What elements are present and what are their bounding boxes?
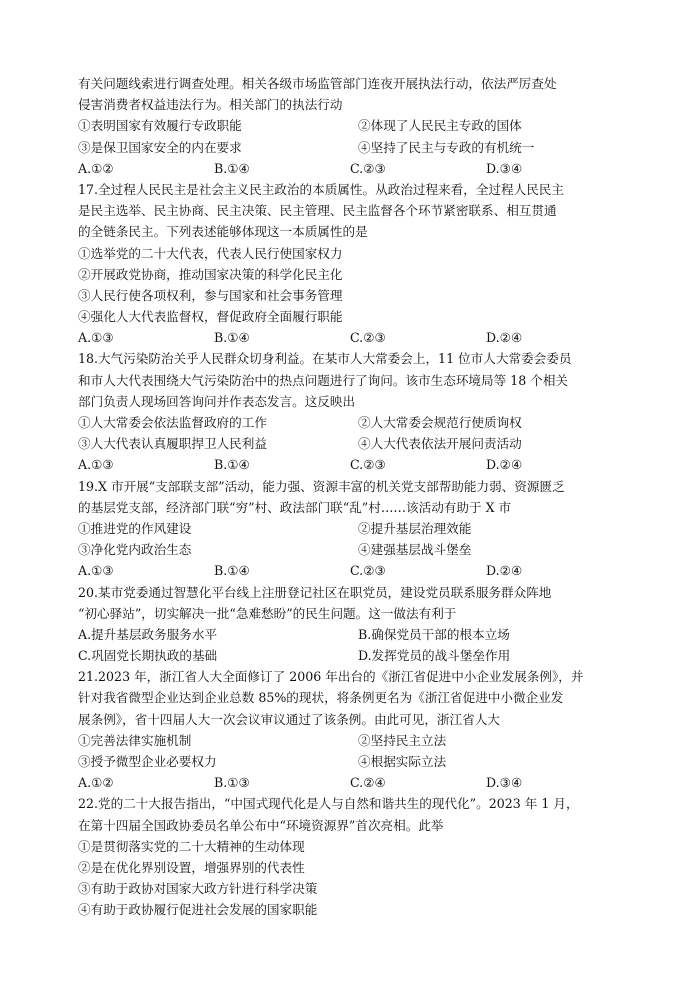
answer-c: C.②④ [350, 775, 386, 791]
option-1: ①推进党的作风建设 [78, 520, 192, 536]
option-4: ④强化人大代表监督权，督促政府全面履行职能 [78, 309, 343, 325]
option-4: ④根据实际立法 [358, 754, 447, 769]
answer-b: B.①③ [214, 775, 250, 791]
answer-d: D.②④ [486, 457, 523, 473]
answer-b: B.①④ [214, 330, 250, 346]
option-1: ①选举党的二十大代表，代表人民行使国家权力 [78, 245, 343, 261]
option-4: ④坚持了民主与专政的有机统一 [358, 139, 535, 155]
option-3: ③有助于政协对国家大政方针进行科学决策 [78, 881, 318, 897]
answer-a: A.①② [78, 775, 114, 791]
option-3: ③是保卫国家安全的内在要求 [78, 139, 242, 155]
option-a: A.提升基层政务服务水平 [78, 626, 218, 642]
option-2: ②是在优化界别设置，增强界别的代表性 [78, 859, 305, 875]
option-row [78, 115, 623, 136]
option-row [78, 751, 623, 772]
answer-c: C.②③ [350, 457, 386, 473]
question-stem-line: 部门负责人现场回答询问并作表态发言。这反映出 [78, 393, 356, 409]
question-stem-line: 展条例》，省十四届人大一次会议审议通过了该条例。由此可见，浙江省人大 [78, 711, 500, 727]
option-row [78, 412, 623, 433]
answer-b: B.①④ [214, 457, 250, 473]
question-21 [78, 666, 623, 793]
answer-a: A.①③ [78, 330, 114, 346]
answer-b: B.①④ [214, 563, 250, 579]
option-row [78, 433, 623, 454]
option-d: D.发挥党员的战斗堡垒作用 [358, 648, 511, 664]
option-3: ③人民行使各项权利，参与国家和社会事务管理 [78, 287, 343, 303]
question-stem-line: 在第十四届全国政协委员名单公布中“环境资源界”首次亮相。此举 [78, 817, 444, 833]
answer-row [78, 454, 623, 475]
option-4: ④有助于政协履行促进社会发展的国家职能 [78, 902, 318, 918]
option-row [78, 624, 623, 645]
answer-row [78, 158, 623, 179]
question-stem-line: 的全链条民主。下列表述能够体现这一本质属性的是 [78, 224, 368, 240]
question-stem-line: 21.2023 年，浙江省人大全面修订了 2006 年出台的《浙江省促进中小企业发展条例》，并 [78, 669, 584, 685]
answer-d: D.③④ [486, 160, 523, 176]
option-3: ③人大代表认真履职捍卫人民利益 [78, 436, 267, 452]
option-1: ①完善法律实施机制 [78, 732, 192, 748]
option-1: ①是贯彻落实党的二十大精神的生动体现 [78, 838, 305, 854]
answer-b: B.①④ [214, 160, 250, 176]
option-1: ①人大常委会依法监督政府的工作 [78, 415, 267, 430]
question-stem-line: 针对我省微型企业达到企业总数 85%的现状，将条例更名为《浙江省促进中小微企业发 [78, 690, 564, 706]
exam-page [78, 73, 623, 921]
question-16 [78, 73, 623, 179]
answer-a: A.①③ [78, 563, 114, 579]
answer-row [78, 772, 623, 793]
option-1: ①表明国家有效履行专政职能 [78, 118, 242, 134]
option-2: ②人大常委会规范行使质询权 [358, 415, 522, 430]
question-17 [78, 179, 623, 349]
question-stem-line: 和市人大代表围绕大气污染防治中的热点问题进行了询问。该市生态环境局等 18 个相关 [78, 372, 569, 388]
answer-c: C.②③ [350, 330, 386, 346]
answer-row [78, 327, 623, 348]
answer-d: D.③④ [486, 775, 523, 791]
question-stem-line: 22.党的二十大报告指出，“中国式现代化是人与自然和谐共生的现代化”。2023 年 1 月， [78, 796, 579, 812]
answer-c: C.②③ [350, 563, 386, 579]
question-stem-line: 17.全过程人民民主是社会主义民主政治的本质属性。从政治过程来看，全过程人民民主 [78, 181, 564, 197]
question-stem-line: 侵害消费者权益违法行为。相关部门的执法行动 [78, 97, 343, 113]
question-stem-line: 18.大气污染防治关乎人民群众切身利益。在某市人大常委会上，11 位市人大常委会委员 [78, 351, 572, 367]
option-c: C.巩固党长期执政的基础 [78, 648, 218, 664]
option-2: ②体现了人民民主专政的国体 [358, 118, 522, 134]
option-row [78, 539, 623, 560]
question-22 [78, 793, 623, 920]
question-stem-line: 19.X 市开展“支部联支部”活动，能力强、资源丰富的机关党支部帮助能力弱、资源匮乏 [78, 478, 565, 494]
option-3: ③授予微型企业必要权力 [78, 754, 217, 769]
option-row [78, 137, 623, 158]
answer-a: A.①③ [78, 457, 114, 473]
option-4: ④建强基层战斗堡垒 [358, 542, 472, 558]
option-row [78, 518, 623, 539]
question-stem-line: 20.某市党委通过智慧化平台线上注册登记社区在职党员，建设党员联系服务群众阵地 [78, 584, 552, 600]
question-18 [78, 348, 623, 475]
answer-a: A.①② [78, 160, 114, 176]
option-2: ②提升基层治理效能 [358, 520, 472, 536]
question-20 [78, 582, 623, 667]
option-2: ②坚持民主立法 [358, 732, 447, 748]
option-b: B.确保党员干部的根本立场 [358, 626, 510, 642]
answer-d: D.②④ [486, 330, 523, 346]
question-stem-line: 是民主选举、民主协商、民主决策、民主管理、民主监督各个环节紧密联系、相互贯通 [78, 203, 557, 219]
question-stem-line: 的基层党支部，经济部门联“穷”村、政法部门联“乱”村……该活动有助于 X 市 [78, 499, 512, 515]
option-row [78, 730, 623, 751]
question-stem-line: 有关问题线索进行调查处理。相关各级市场监管部门连夜开展执法行动，依法严厉查处 [78, 76, 557, 91]
option-4: ④人大代表依法开展问责活动 [358, 436, 522, 452]
answer-row [78, 560, 623, 581]
answer-c: C.②③ [350, 160, 386, 176]
question-stem-line: “初心驿站”，切实解决一批“急难愁盼”的民生问题。这一做法有利于 [78, 605, 457, 621]
option-2: ②开展政党协商，推动国家决策的科学化民主化 [78, 266, 343, 282]
option-3: ③净化党内政治生态 [78, 542, 192, 558]
option-row [78, 645, 623, 666]
question-19 [78, 476, 623, 582]
answer-d: D.②④ [486, 563, 523, 579]
